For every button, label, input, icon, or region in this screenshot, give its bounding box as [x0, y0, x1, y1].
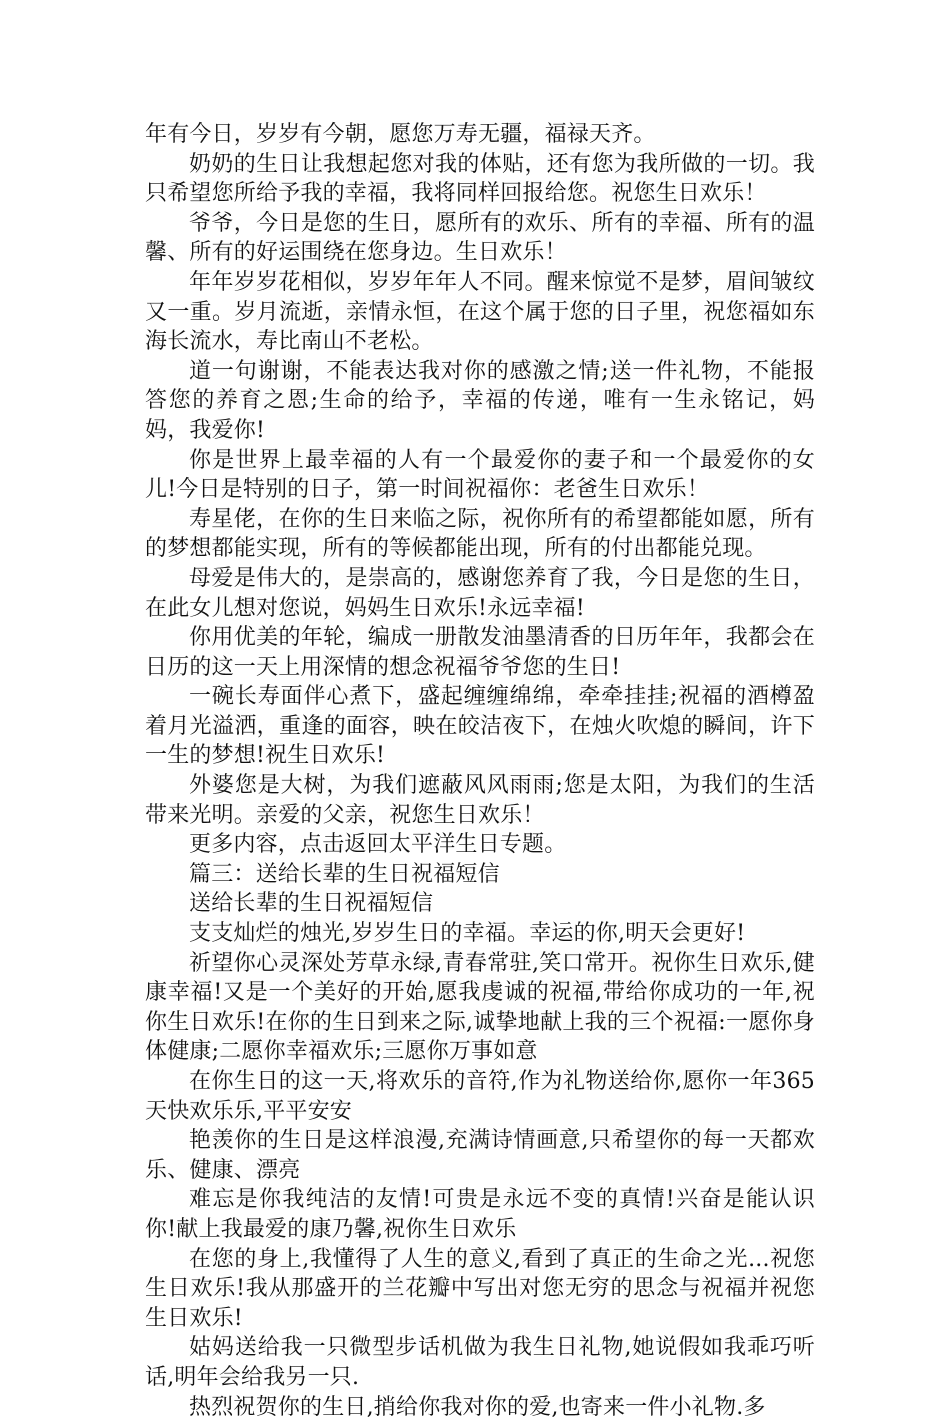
paragraph: 支支灿烂的烛光,岁岁生日的幸福。幸运的你,明天会更好!: [189, 921, 746, 947]
paragraph: 年有今日，岁岁有今朝，愿您万寿无疆，福禄天齐。: [145, 122, 656, 147]
section-subtitle: 送给长辈的生日祝福短信: [189, 891, 434, 917]
paragraph: 奶奶的生日让我想起您对我的体贴，还有您为我所做的一切。我只希望您所给予我的幸福，我将同样回报给您。祝您生日欢乐！: [145, 151, 815, 207]
paragraph: 道一句谢谢，不能表达我对你的感激之情;送一件礼物，不能报答您的养育之恩;生命的给予，幸福的传递，唯有一生永铭记，妈妈，我爱你!: [145, 358, 815, 443]
paragraph: 爷爷，今日是您的生日，愿所有的欢乐、所有的幸福、所有的温馨、所有的好运围绕在您身边。生日欢乐！: [145, 210, 815, 266]
more-content-link-text: 更多内容，点击返回太平洋生日专题。: [189, 832, 567, 858]
paragraph: 外婆您是大树，为我们遮蔽风风雨雨;您是太阳，为我们的生活带来光明。亲爱的父亲，祝您生日欢乐！: [145, 773, 815, 828]
paragraph: 寿星佬，在你的生日来临之际，祝你所有的希望都能如愿，所有的梦想都能实现，所有的等候都能出现，所有的付出都能兑现。: [145, 506, 815, 562]
paragraph: 在你生日的这一天,将欢乐的音符,作为礼物送给你,愿你一年365天快欢乐乐,平平安安: [145, 1069, 815, 1124]
paragraph: 在您的身上,我懂得了人生的意义,看到了真正的生命之光...祝您生日欢乐!我从那盛开的兰花瓣中写出对您无穷的思念与祝福并祝您生日欢乐!: [145, 1246, 815, 1331]
paragraph: 你是世界上最幸福的人有一个最爱你的妻子和一个最爱你的女儿!今日是特别的日子，第一时间祝福你：老爸生日欢乐！: [145, 447, 815, 503]
paragraph: 姑妈送给我一只微型步话机做为我生日礼物,她说假如我乖巧听话,明年会给我另一只.: [145, 1335, 815, 1390]
paragraph: 难忘是你我纯洁的友情!可贵是永远不变的真情!兴奋是能认识你!献上我最爱的康乃馨,祝你生日欢乐: [145, 1187, 815, 1242]
paragraph: 艳羡你的生日是这样浪漫,充满诗情画意,只希望你的每一天都欢乐、健康、漂亮: [145, 1128, 815, 1183]
paragraph: 祈望你心灵深处芳草永绿,青春常驻,笑口常开。祝你生日欢乐,健康幸福!又是一个美好的开始,愿我虔诚的祝福,带给你成功的一年,祝你生日欢乐!在你的生日到来之际,诚挚地献上我的三个祝福:一愿你身体健康;二愿你幸福欢乐;三愿你万事如意: [145, 950, 815, 1065]
section-heading: 篇三：送给长辈的生日祝福短信: [189, 861, 500, 887]
paragraph: 热烈祝贺你的生日,捎给你我对你的爱,也寄来一件小礼物.多: [189, 1394, 766, 1420]
document-body: [145, 120, 815, 1422]
paragraph: 年年岁岁花相似，岁岁年年人不同。醒来惊觉不是梦，眉间皱纹又一重。岁月流逝，亲情永恒，在这个属于您的日子里，祝您福如东海长流水，寿比南山不老松。: [145, 269, 815, 355]
paragraph: 你用优美的年轮，编成一册散发油墨清香的日历年年，我都会在日历的这一天上用深情的想念祝福爷爷您的生日!: [145, 625, 815, 680]
paragraph: 母爱是伟大的，是崇高的，感谢您养育了我，今日是您的生日，在此女儿想对您说，妈妈生日欢乐!永远幸福!: [145, 565, 815, 621]
paragraph: 一碗长寿面伴心煮下，盛起缠缠绵绵，牵牵挂挂;祝福的酒樽盈着月光溢洒，重逢的面容，映在皎洁夜下，在烛火吹熄的瞬间，许下一生的梦想!祝生日欢乐!: [145, 684, 815, 769]
